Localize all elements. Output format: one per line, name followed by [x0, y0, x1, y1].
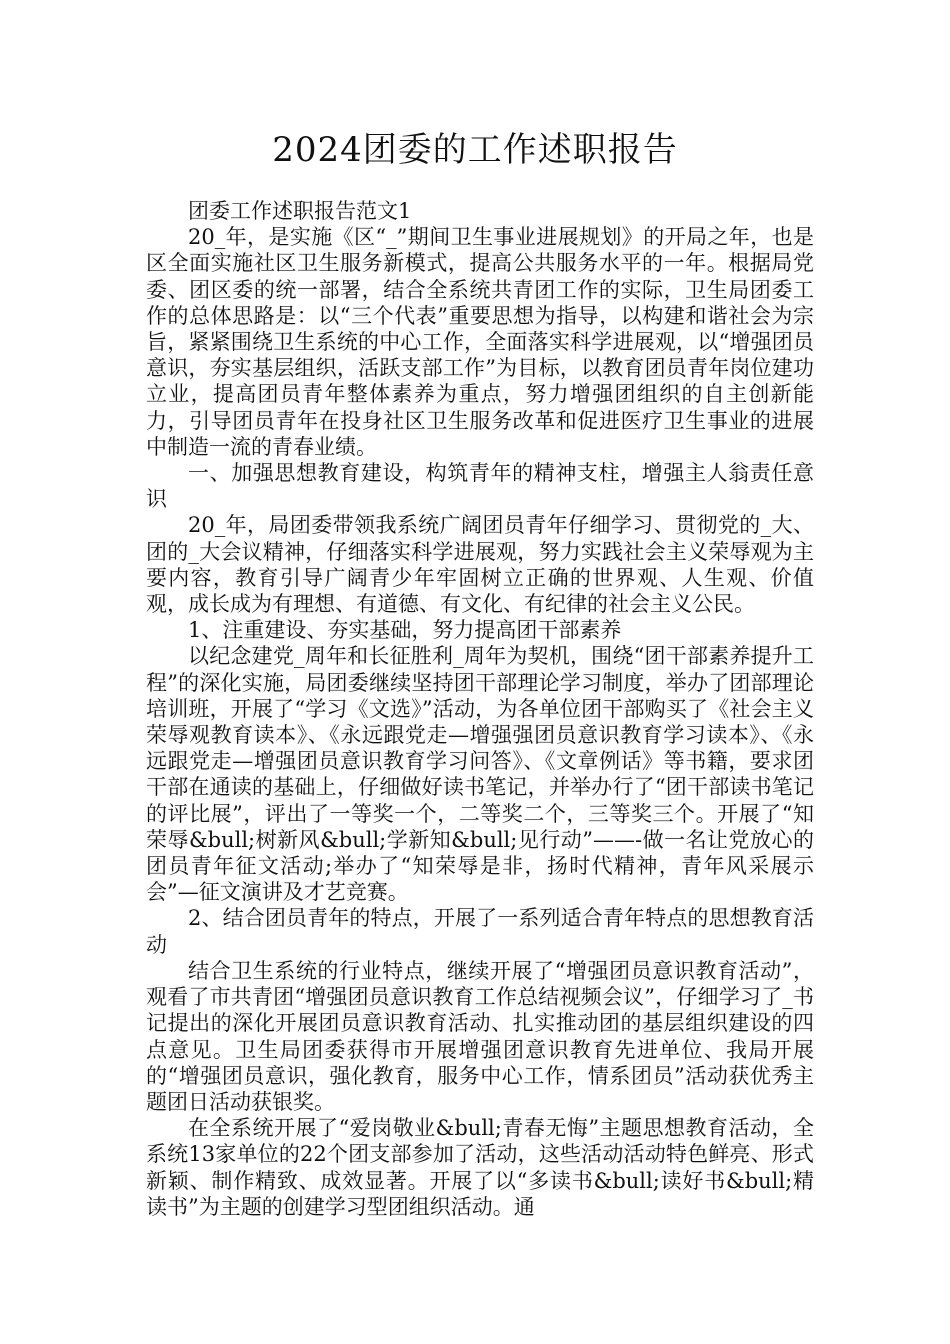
paragraph: 在全系统开展了“爱岗敬业&bull;青春无悔”主题思想教育活动，全系统13家单位的22个团支部参加了活动，这些活动活动特色鲜亮、形式新颖、制作精致、成效显著。开展了以“多读书&bull;读好书&bull;精读书”为主题的创建学习型团组织活动。通 — [146, 1116, 814, 1219]
subsection-heading: 1、注重建设、夯实基础，努力提高团干部素养 — [188, 618, 622, 643]
document-title: 2024团委的工作述职报告 — [272, 130, 678, 170]
paragraph-subtitle: 团委工作述职报告范文1 — [188, 199, 412, 223]
paragraph: 20_年，是实施《区“_”期间卫生事业进展规划》的开局之年，也是区全面实施社区卫生服务新模式，提高公共服务水平的一年。根据局党委、团区委的统一部署，结合全系统共青团工作的实际，卫生局团委工作的总体思路是：以“三个代表”重要思想为指导，以构建和谐社会为宗旨，紧紧围绕卫生系统的中心工作，全面落实科学进展观，以“增强团员意识，夯实基层组织，活跃支部工作”为目标，以教育团员青年岗位建功立业，提高团员青年整体素养为重点，努力增强团组织的自主创新能力，引导团员青年在投身社区卫生服务改革和促进医疗卫生事业的进展中制造一流的青春业绩。 — [146, 225, 814, 459]
paragraph: 结合卫生系统的行业特点，继续开展了“增强团员意识教育活动”，观看了市共青团“增强团员意识教育工作总结视频会议”，仔细学习了_书记提出的深化开展团员意识教育活动、扎实推动团的基层组织建设的四点意见。卫生局团委获得市开展增强团意识教育先进单位、我局开展的“增强团员意识，强化教育，服务中心工作，情系团员”活动获优秀主题团日活动获银奖。 — [146, 958, 814, 1114]
paragraph: 以纪念建党_周年和长征胜利_周年为契机，围绕“团干部素养提升工程”的深化实施，局团委继续坚持团干部理论学习制度，举办了团部理论培训班，开展了“学习《文选》”活动，为各单位团干部购买了《社会主义荣辱观教育读本》、《永远跟党走—增强强团员意识教育学习读本》、《永远跟党走—增强团员意识教育学习问答》、《文章例话》等书籍，要求团干部在通读的基础上，仔细做好读书笔记，并举办行了“团干部读书笔记的评比展”，评出了一等奖一个，二等奖二个，三等奖三个。开展了“知荣辱&bull;树新风&bull;学新知&bull;见行动”——-做一名让党放心的团员青年征文活动;举办了“知荣辱是非，扬时代精神，青年风采展示会”—征文演讲及才艺竞赛。 — [146, 644, 814, 905]
document-body — [146, 198, 814, 1220]
paragraph: 20_年，局团委带领我系统广阔团员青年仔细学习、贯彻党的_大、团的_大会议精神，仔细落实科学进展观，努力实践社会主义荣辱观为主要内容，教育引导广阔青少年牢固树立正确的世界观、人生观、价值观，成长成为有理想、有道德、有文化、有纪律的社会主义公民。 — [146, 513, 814, 617]
subsection-heading: 2、结合团员青年的特点，开展了一系列适合青年特点的思想教育活动 — [146, 906, 814, 957]
section-heading: 一、加强思想教育建设，构筑青年的精神支柱，增强主人翁责任意识 — [146, 461, 814, 512]
